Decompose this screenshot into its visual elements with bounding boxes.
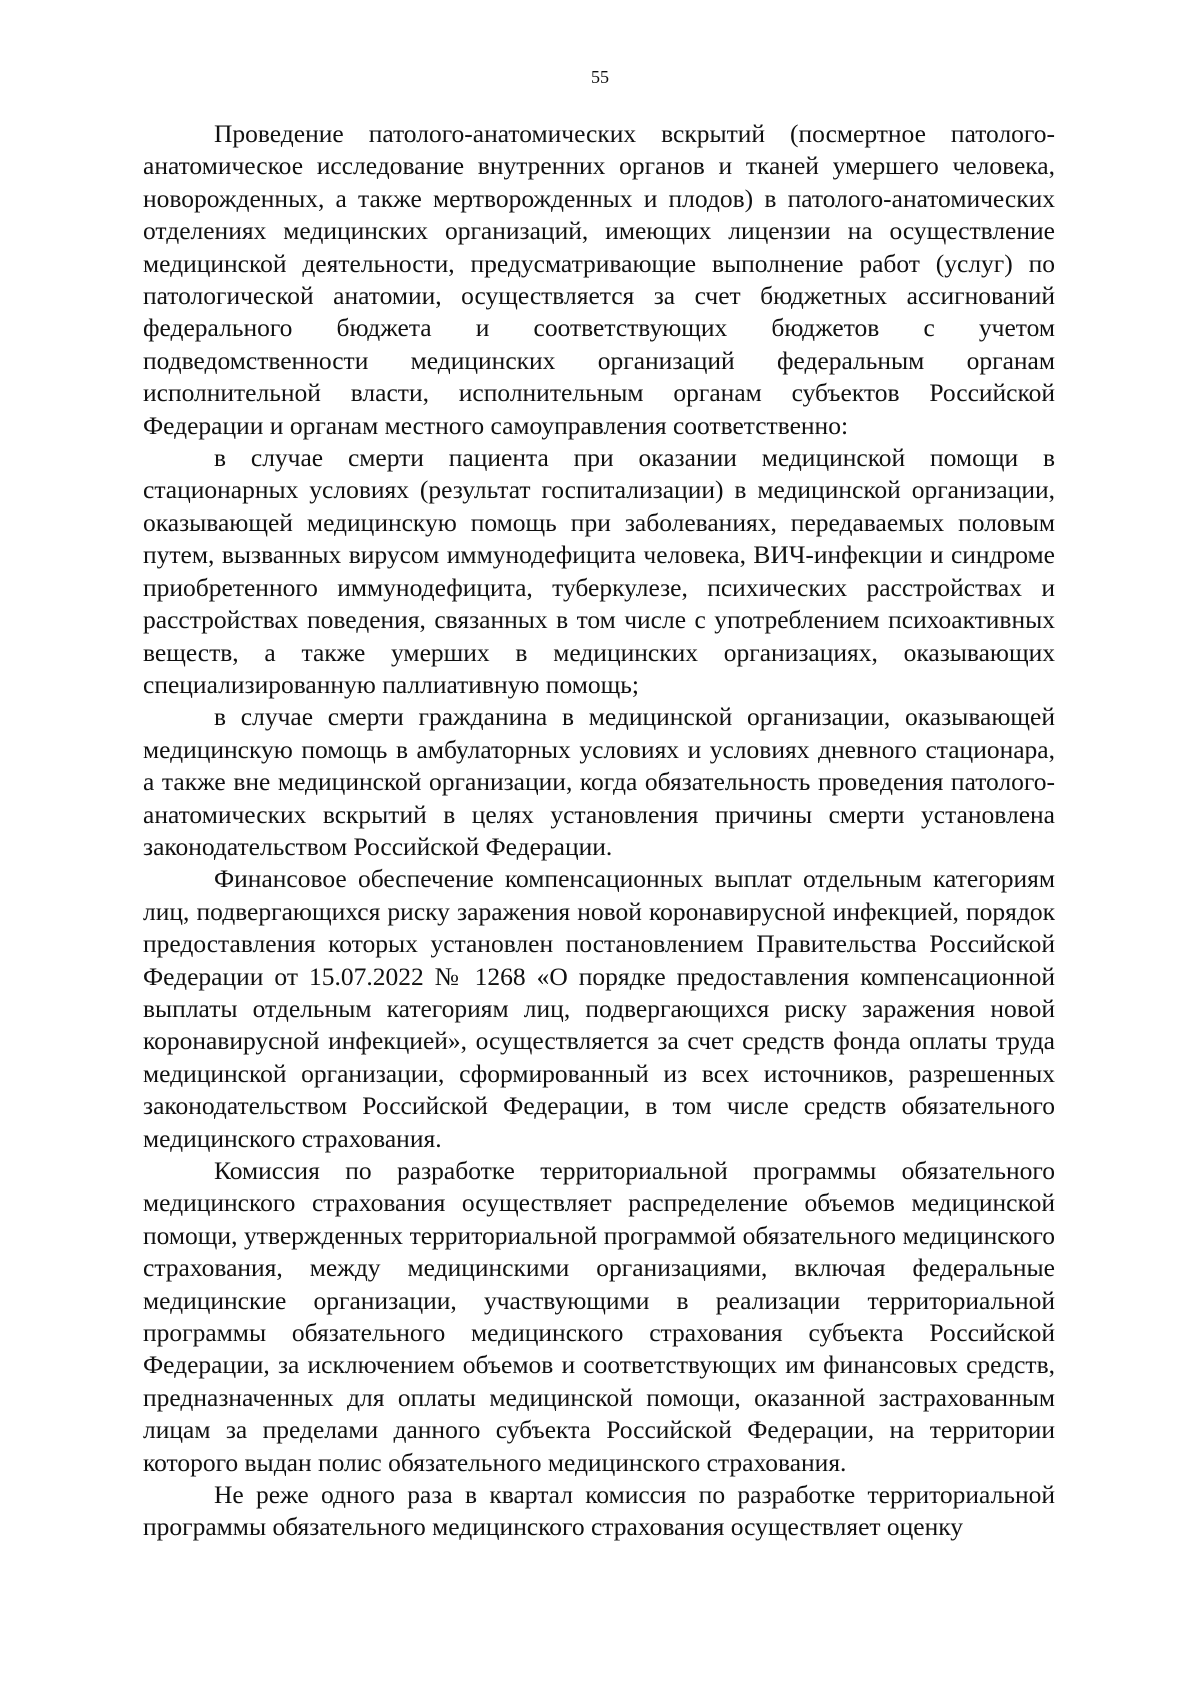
paragraph-compensation-payments: Финансовое обеспечение компенсационных выплат отдельным категориям лиц, подвергающихся риску заражения новой коронавирусной инфекцией, порядок предоставления которых установлен постановлением Правительства Российской Федерации от 15.07.2022 № 1268 «О порядке предоставления компенсационной выплаты отдельным категориям лиц, подвергающихся риску заражения новой коронавирусной инфекцией», осуществляется за счет средств фонда оплаты труда медицинской организации, сформированный из всех источников, разрешенных законодательством Российской Федерации, в том числе средств обязательного медицинского страхования. [143,864,1055,1153]
paragraph-commission-distribution: Комиссия по разработке территориальной программы обязательного медицинского страхования осуществляет распределение объемов медицинской помощи, утвержденных территориальной программой обязательного медицинского страхования, между медицинскими организациями, включая федеральные медицинские организации, участвующими в реализации территориальной программы обязательного медицинского страхования субъекта Российской Федерации, за исключением объемов и соответствующих им финансовых средств, предназначенных для оплаты медицинской помощи, оказанной застрахованным лицам за пределами данного субъекта Российской Федерации, на территории которого выдан полис обязательного медицинского страхования. [143,1156,1055,1477]
paragraph-autopsy-funding: Проведение патолого-анатомических вскрытий (посмертное патолого-анатомическое исследование внутренних органов и тканей умершего человека, новорожденных, а также мертворожденных и плодов) в патолого-анатомических отделениях медицинских организаций, имеющих лицензии на осуществление медицинской деятельности, предусматривающие выполнение работ (услуг) по патологической анатомии, осуществляется за счет бюджетных ассигнований федерального бюджета и соответствующих бюджетов с учетом подведомственности медицинских организаций федеральным органам исполнительной власти, исполнительным органам субъектов Российской Федерации и органам местного самоуправления соответственно: [143,119,1055,440]
document-body [143,118,1055,1544]
paragraph-inpatient-death-case: в случае смерти пациента при оказании медицинской помощи в стационарных условиях (результат госпитализации) в медицинской организации, оказывающей медицинскую помощь при заболеваниях, передаваемых половым путем, вызванных вирусом иммунодефицита человека, ВИЧ-инфекции и синдроме приобретенного иммунодефицита, туберкулезе, психических расстройствах и расстройствах поведения, связанных в том числе с употреблением психоактивных веществ, а также умерших в медицинских организациях, оказывающих специализированную паллиативную помощь; [143,443,1055,699]
paragraph-quarterly-assessment: Не реже одного раза в квартал комиссия по разработке территориальной программы обязательного медицинского страхования осуществляет оценку [143,1480,1055,1542]
paragraph-outpatient-death-case: в случае смерти гражданина в медицинской организации, оказывающей медицинскую помощь в амбулаторных условиях и условиях дневного стационара, а также вне медицинской организации, когда обязательность проведения патолого-анатомических вскрытий в целях установления причины смерти установлена законодательством Российской Федерации. [143,702,1055,861]
page-number: 55 [591,67,609,87]
